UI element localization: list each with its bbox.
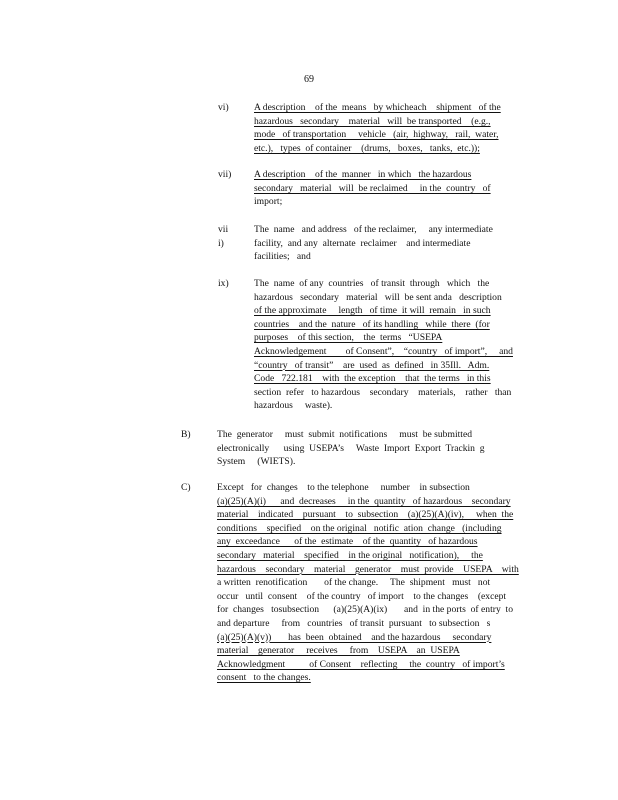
text-line: mode of transportation vehicle (air, highway, rail, water, bbox=[254, 129, 499, 141]
text-line: consent to the changes. bbox=[217, 672, 311, 684]
item-text bbox=[217, 481, 539, 685]
text-line: Except for changes to the telephone number in subsection bbox=[217, 482, 470, 493]
item-text bbox=[254, 168, 534, 209]
text-line: secondary material will be reclaimed in the country of bbox=[254, 182, 491, 194]
text-line: countries and the nature of its handling while there (for bbox=[254, 318, 490, 330]
text-line: hazardous secondary material will be sent anda description bbox=[254, 291, 502, 303]
item-label: vii) bbox=[218, 169, 232, 180]
text-line: facilities; and bbox=[254, 251, 311, 263]
text-line: for changes tosubsection (a)(25)(A)(ix) and in the ports of entry to bbox=[217, 604, 513, 616]
item-text bbox=[254, 223, 534, 264]
text-line: a written renotification of the change. The shipment must not bbox=[217, 577, 491, 589]
text-line: “country of transit” are used as defined in 35Ill. Adm. bbox=[254, 359, 490, 371]
text-line: facility, and any alternate reclaimer and intermediate bbox=[254, 237, 471, 249]
text-line: A description of the manner in which the hazardous bbox=[254, 169, 472, 180]
text-line: Acknowledgement of Consent”, “country of import”, and bbox=[254, 345, 513, 357]
text-line: (a)(25)(A)(v)) has been obtained and the hazardous secondary bbox=[217, 631, 492, 643]
text-line: (a)(25)(A)(i) and decreases in the quantity of hazardous secondary bbox=[217, 495, 511, 507]
text-line: hazardous secondary material generator must provide USEPA with bbox=[217, 563, 519, 575]
text-line: The name and address of the reclaimer, any intermediate bbox=[254, 224, 493, 235]
text-line: electronically using USEPA’s Waste Import Export Trackin g bbox=[217, 442, 485, 454]
text-line: Code 722.181 with the exception that the terms in this bbox=[254, 373, 491, 385]
text-line: and departure from countries of transit pursuant to subsection s bbox=[217, 617, 491, 629]
text-line: of the approximate length of time it will remain in such bbox=[254, 305, 491, 317]
item-text bbox=[254, 101, 534, 155]
text-line: purposes of this section, the terms “USEPA bbox=[254, 332, 443, 344]
text-line: hazardous secondary material will be transported (e.g., bbox=[254, 115, 491, 127]
text-line: hazardous waste). bbox=[254, 400, 333, 412]
text-line: occur until consent of the country of import to the changes (except bbox=[217, 590, 507, 602]
item-label: ix) bbox=[218, 278, 229, 289]
text-line: section refer to hazardous secondary materials, rather than bbox=[254, 386, 512, 398]
text-line: The name of any countries of transit through which the bbox=[254, 278, 490, 289]
text-line: material generator receives from USEPA an USEPA bbox=[217, 645, 460, 657]
page-number: 69 bbox=[304, 74, 314, 85]
text-line: System (WIETS). bbox=[217, 456, 296, 468]
text-line: A description of the means by whicheach shipment of the bbox=[254, 102, 501, 113]
text-line: Acknowledgment of Consent reflecting the country of import’s bbox=[217, 658, 505, 670]
text-line: etc.), types of container (drums, boxes, tanks, etc.)); bbox=[254, 142, 480, 154]
text-line: any exceedance of the estimate of the quantity of hazardous bbox=[217, 536, 478, 548]
item-label: vii i) bbox=[218, 224, 229, 249]
text-line: The generator must submit notifications must be submitted bbox=[217, 429, 472, 440]
item-label: B) bbox=[181, 429, 191, 440]
item-label: C) bbox=[181, 482, 191, 493]
item-text bbox=[217, 428, 539, 469]
text-line: material indicated pursuant to subsection (a)(25)(A)(iv), when the bbox=[217, 509, 514, 521]
item-text bbox=[254, 277, 534, 413]
item-label: vi) bbox=[218, 102, 229, 113]
text-line: conditions specified on the original notific ation change (including bbox=[217, 522, 502, 534]
text-line: import; bbox=[254, 196, 283, 208]
text-line: secondary material specified in the original notification), the bbox=[217, 549, 483, 561]
